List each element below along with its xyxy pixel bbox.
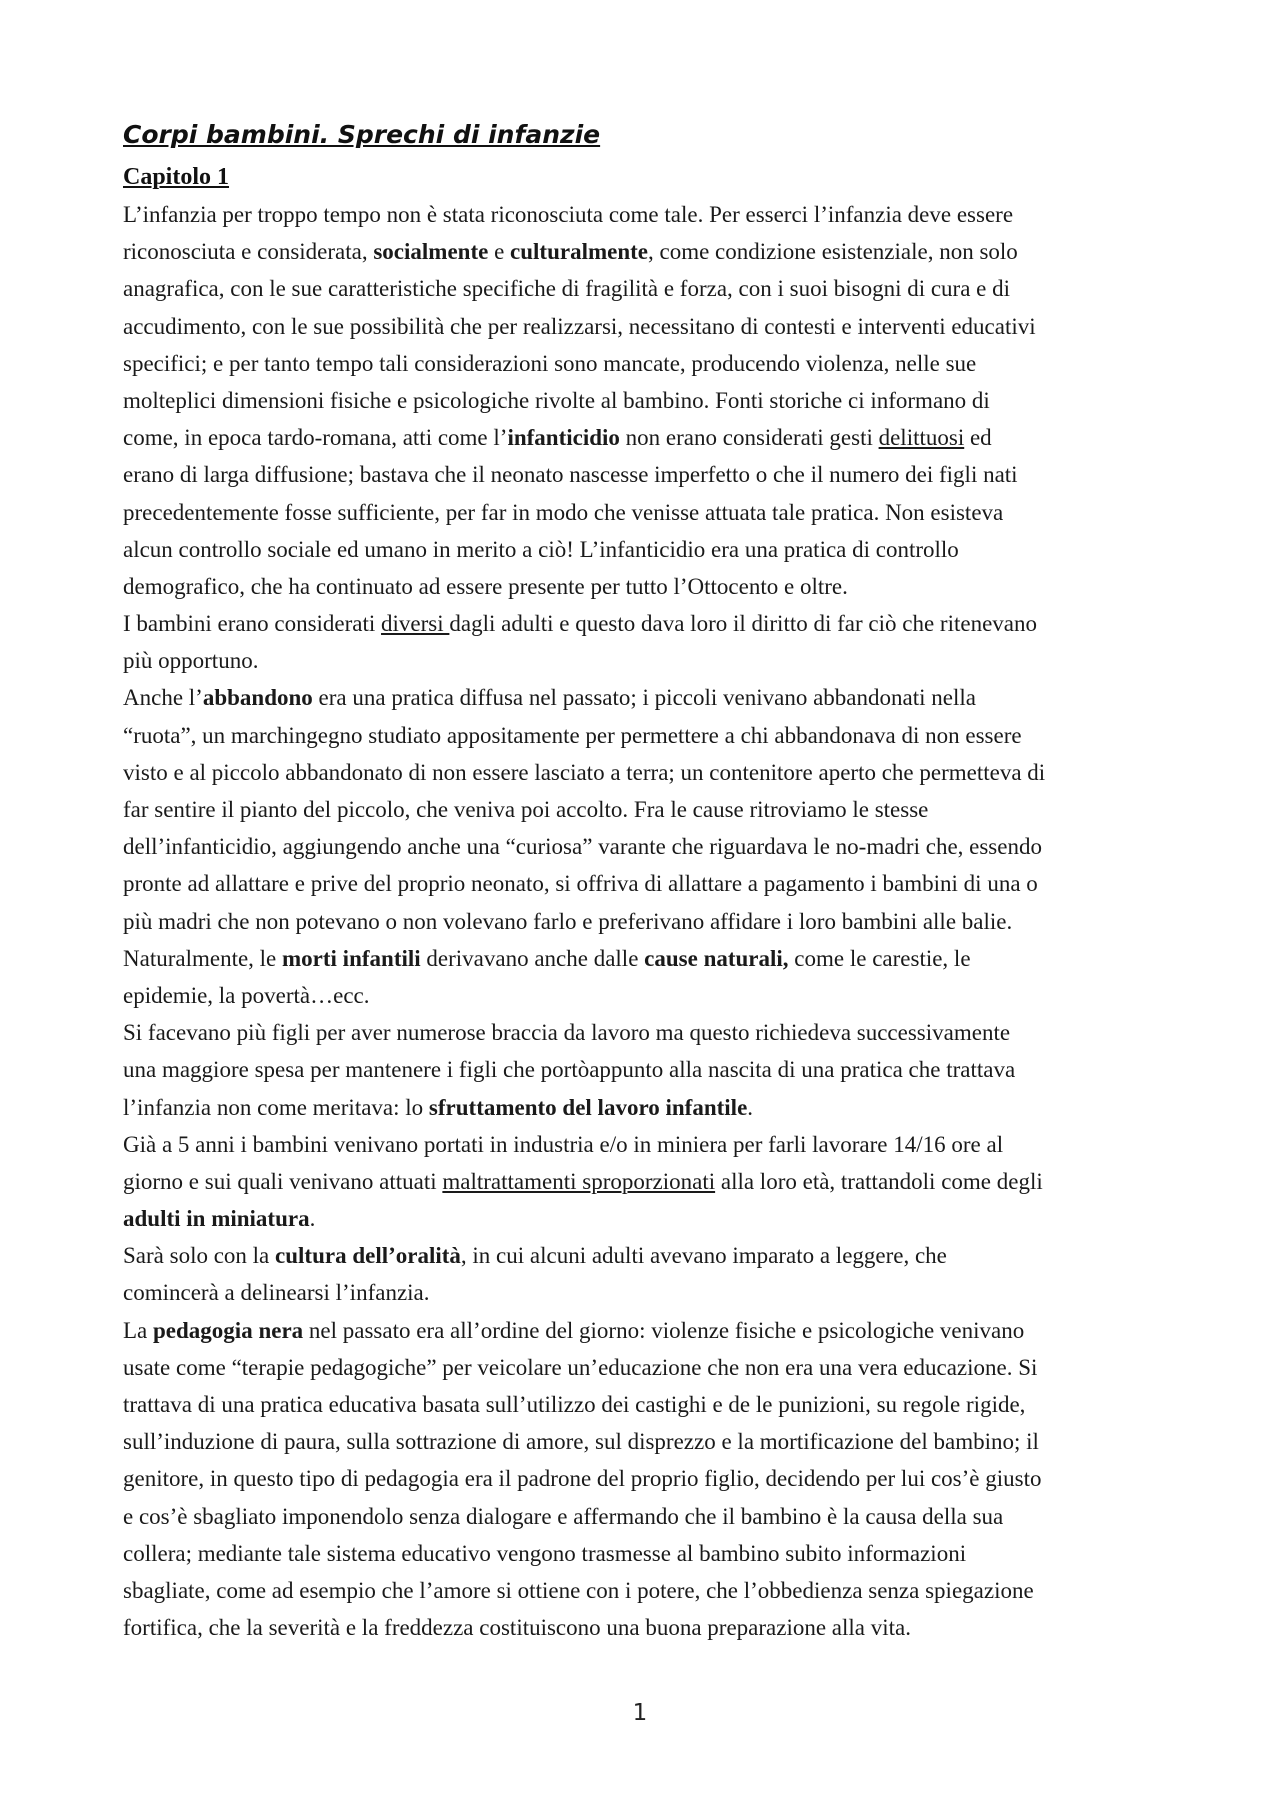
text-run: e (488, 239, 511, 265)
text-run: derivavano anche dalle (420, 945, 645, 971)
text-run: come le carestie, le (788, 945, 971, 971)
text-line (123, 456, 1173, 493)
text-run: pronte ad allattare e prive del proprio neonato, si offriva di allattare a pagamento i bambini di una o (123, 871, 1038, 897)
text-run: L’infanzia per troppo tempo non è stata riconosciuta come tale. Per esserci l’infanzia deve essere (123, 202, 1014, 227)
text-run: . (747, 1094, 754, 1120)
text-run: non erano considerati gesti (619, 425, 879, 451)
text-line (123, 494, 1173, 531)
text-line (123, 1163, 1173, 1200)
text-run: erano di larga diffusione; bastava che il neonato nascesse imperfetto o che il numero dei figli nati (123, 462, 1018, 488)
chapter-heading: Capitolo 1 (123, 164, 230, 190)
text-run: sull’induzione di paura, sulla sottrazione di amore, sul disprezzo e la mortificazione del bambino; il (123, 1429, 1039, 1455)
text-run: fortifica, che la severità e la freddezza costituiscono una buona preparazione alla vita. (123, 1615, 911, 1641)
text-run: giorno e sui quali venivano attuati (123, 1168, 443, 1194)
text-line (123, 865, 1173, 902)
underlined-term: maltrattamenti sproporzionati (442, 1168, 716, 1194)
text-run: una maggiore spesa per mantenere i figli che portòappunto alla nascita di una pratica che trattava (123, 1057, 1016, 1083)
page-number: 1 (632, 1700, 648, 1726)
text-run: dell’infanticidio, aggiungendo anche una “curiosa” varante che riguardava le no-madri che, essendo (123, 834, 1042, 860)
bold-term: abbandono (202, 685, 313, 711)
text-run: alcun controllo sociale ed umano in merito a ciò! L’infanticidio era una pratica di controllo (123, 536, 959, 562)
text-line (123, 1349, 1173, 1386)
text-line (123, 1386, 1173, 1423)
text-run: , come condizione esistenziale, non solo (648, 239, 1018, 265)
text-run: nel passato era all’ordine del giorno: violenze fisiche e psicologiche venivano (303, 1317, 1025, 1343)
text-run: Naturalmente, le (123, 945, 283, 971)
text-run: come, in epoca tardo-romana, atti come l’ (123, 425, 508, 451)
text-run: demografico, che ha continuato ad essere presente per tutto l’Ottocento e oltre. (123, 573, 848, 599)
text-run: e cos’è sbagliato imponendolo senza dialogare e affermando che il bambino è la causa della sua (123, 1503, 1004, 1529)
text-line (123, 791, 1173, 828)
text-line (123, 1312, 1173, 1349)
bold-term: adulti in miniatura (123, 1206, 310, 1232)
text-run: . (309, 1206, 316, 1232)
text-line (123, 1535, 1173, 1572)
text-run: ed (964, 425, 992, 451)
text-line (123, 1498, 1173, 1535)
text-line (123, 308, 1173, 345)
text-run: anagrafica, con le sue caratteristiche specifiche di fragilità e forza, con i suoi bisogni di cura e di (123, 276, 1011, 302)
text-line (123, 940, 1173, 977)
text-line (123, 1051, 1173, 1088)
text-line (123, 1089, 1173, 1126)
text-run: era una pratica diffusa nel passato; i piccoli venivano abbandonati nella (312, 685, 976, 711)
text-line (123, 1126, 1173, 1163)
bold-term: culturalmente (510, 239, 648, 265)
underlined-term: diversi (381, 611, 450, 637)
text-run: epidemie, la povertà…ecc. (123, 982, 370, 1008)
bold-term: infanticidio (507, 425, 620, 451)
text-line (123, 531, 1173, 568)
document-title: Corpi bambini. Sprechi di infanzie (123, 120, 601, 149)
text-line (123, 382, 1173, 419)
bold-term: pedagogia nera (153, 1317, 304, 1343)
text-run: precedentemente fosse sufficiente, per far in modo che venisse attuata tale pratica. Non esisteva (123, 499, 1004, 525)
text-run: trattava di una pratica educativa basata sull’utilizzo dei castighi e de le punizioni, su regole rigide, (123, 1392, 1026, 1417)
text-line (123, 233, 1173, 270)
text-run: “ruota”, un marchingegno studiato appositamente per permettere a chi abbandonava di non essere (123, 722, 1022, 748)
bold-term: sfruttamento del lavoro infantile (428, 1094, 748, 1120)
text-run: più opportuno. (123, 648, 259, 674)
text-line (123, 419, 1173, 456)
text-line (123, 196, 1173, 233)
bold-term: cause naturali, (644, 945, 789, 971)
text-line (123, 977, 1173, 1014)
text-run: Già a 5 anni i bambini venivano portati in industria e/o in miniera per farli lavorare 14/16 ore al (123, 1131, 1004, 1157)
text-run: l’infanzia non come meritava: lo (123, 1094, 429, 1120)
text-run: usate come “terapie pedagogiche” per veicolare un’educazione che non era una vera educazione. Si (123, 1354, 1038, 1380)
text-run: La (123, 1317, 154, 1343)
text-line (123, 1274, 1173, 1311)
text-run: I bambini erano considerati (123, 611, 382, 637)
text-line (123, 1460, 1173, 1497)
text-run: Si facevano più figli per aver numerose braccia da lavoro ma questo richiedeva successivamente (123, 1020, 1011, 1046)
text-run: genitore, in questo tipo di pedagogia era il padrone del proprio figlio, decidendo per lui cos’è giusto (123, 1466, 1042, 1492)
text-run: alla loro età, trattandoli come degli (715, 1168, 1043, 1194)
text-line (123, 642, 1173, 679)
text-run: accudimento, con le sue possibilità che per realizzarsi, necessitano di contesti e interventi educativi (123, 313, 1036, 339)
text-run: Sarà solo con la (123, 1243, 276, 1269)
text-line (123, 903, 1173, 940)
text-line (123, 679, 1173, 716)
text-line (123, 1237, 1173, 1274)
text-line (123, 1423, 1173, 1460)
text-line (123, 754, 1173, 791)
text-run: collera; mediante tale sistema educativo vengono trasmesse al bambino subito informazioni (123, 1540, 967, 1566)
text-line (123, 1014, 1173, 1051)
text-line (123, 1572, 1173, 1609)
text-run: comincerà a delinearsi l’infanzia. (123, 1280, 430, 1306)
text-line (123, 345, 1173, 382)
text-line (123, 1609, 1173, 1646)
text-line (123, 717, 1173, 754)
bold-term: socialmente (373, 239, 489, 265)
text-run: sbagliate, come ad esempio che l’amore si ottiene con i potere, che l’obbedienza senza spiegazione (123, 1577, 1034, 1603)
text-run: Anche l’ (123, 685, 203, 711)
bold-term: cultura dell’oralità (275, 1243, 461, 1269)
text-run: specifici; e per tanto tempo tali considerazioni sono mancate, producendo violenza, nelle sue (123, 350, 977, 376)
bold-term: morti infantili (282, 945, 421, 971)
text-line (123, 828, 1173, 865)
text-line (123, 270, 1173, 307)
text-run: visto e al piccolo abbandonato di non essere lasciato a terra; un contenitore aperto che permetteva di (123, 759, 1046, 785)
text-run: , in cui alcuni adulti avevano imparato a leggere, che (460, 1243, 947, 1269)
text-run: dagli adulti e questo dava loro il diritto di far ciò che ritenevano (449, 611, 1037, 637)
text-run: riconosciuta e considerata, (123, 239, 374, 265)
underlined-term: delittuosi (878, 425, 965, 451)
body-text (123, 196, 1173, 1646)
text-run: molteplici dimensioni fisiche e psicologiche rivolte al bambino. Fonti storiche ci informano di (123, 387, 990, 413)
text-run: più madri che non potevano o non volevano farlo e preferivano affidare i loro bambini alle balie. (123, 908, 1013, 934)
text-line (123, 1200, 1173, 1237)
text-line (123, 605, 1173, 642)
text-line (123, 568, 1173, 605)
text-run: far sentire il pianto del piccolo, che veniva poi accolto. Fra le cause ritroviamo le stesse (123, 797, 929, 822)
